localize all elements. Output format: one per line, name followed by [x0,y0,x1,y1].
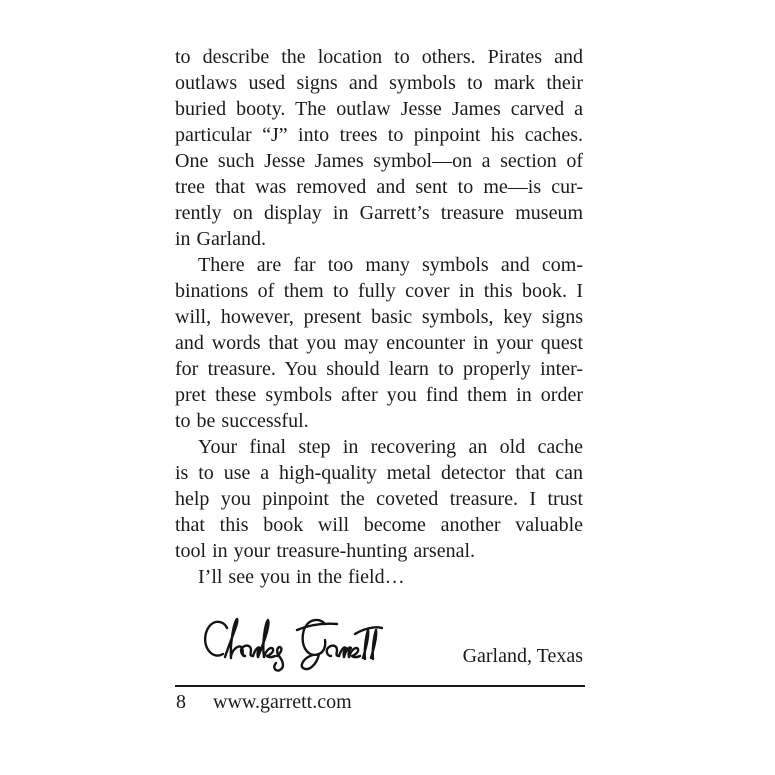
paragraph [175,44,583,252]
footer-rule [175,685,585,687]
text-line: tool in your treasure-hunting arsenal. [175,540,476,562]
text-line: There are far too many symbols and com- [198,254,583,276]
text-line: rently on display in Garrett’s treasure museum [175,202,583,224]
text-line: and words that you may encounter in your quest [175,332,583,354]
text-line: One such Jesse James symbol—on a section of [175,150,583,172]
text-line: to describe the location to others. Pirates and [175,46,583,68]
text-line: pret these symbols after you find them in order [175,384,583,406]
footer-page-number: 8 [176,691,186,713]
paragraph [175,564,583,590]
text-line: for treasure. You should learn to properly inter- [175,358,583,380]
text-line: particular “J” into trees to pinpoint his caches. [175,124,583,146]
text-line: outlaws used signs and symbols to mark their [175,72,583,94]
text-line: tree that was removed and sent to me—is cur- [175,176,583,198]
body-text [175,44,583,590]
text-line: to be successful. [175,410,309,432]
text-line: binations of them to fully cover in this book. I [175,280,583,302]
signature-ink [197,612,383,680]
text-line: in Garland. [175,228,266,250]
footer-website: www.garrett.com [213,691,352,713]
signature-location: Garland, Texas [462,645,583,667]
text-line: Your final step in recovering an old cache [198,436,583,458]
paragraph [175,434,583,564]
text-line: is to use a high-quality metal detector that can [175,462,583,484]
paragraph [175,252,583,434]
text-line: that this book will become another valuable [175,514,583,536]
text-line: buried booty. The outlaw Jesse James carved a [175,98,583,120]
text-line: I’ll see you in the field… [198,566,405,588]
signature-charles-garrett [197,612,383,680]
text-line: help you pinpoint the coveted treasure. I trust [175,488,583,510]
text-line: will, however, present basic symbols, key signs [175,306,583,328]
